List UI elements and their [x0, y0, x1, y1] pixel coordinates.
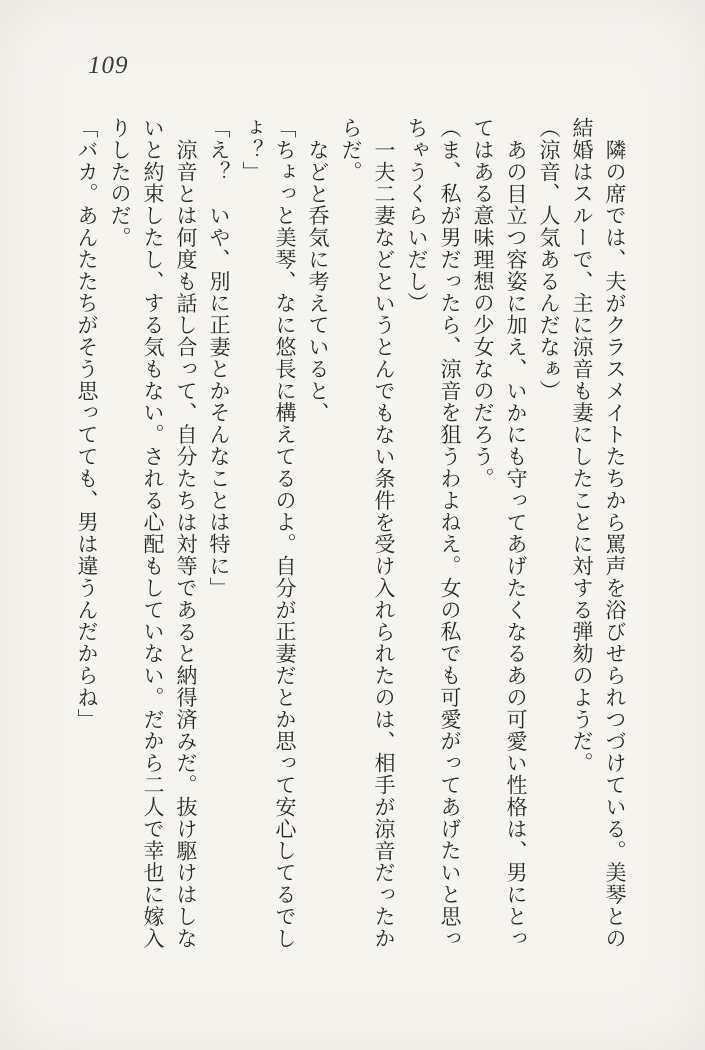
text-line: いと約束したし、する気もない。される心配もしていない。だから二人で幸也に嫁入 [141, 117, 165, 950]
text-line: 一夫二妻などというとんでもない条件を受け入れられたのは、相手が涼音だったか [372, 139, 396, 950]
text-line: あの目立つ容姿に加え、いかにも守ってあげたくなるあの可愛い性格は、男にとっ [504, 139, 528, 950]
text-line: 隣の席では、夫がクラスメイトたちから罵声を浴びせられつづけている。美琴との [603, 139, 627, 950]
text-line: （涼音、人気あるんだなぁ） [537, 117, 561, 402]
vertical-text-block [69, 117, 631, 955]
text-line: ょ？」 [240, 117, 264, 183]
text-line: 「ちょっと美琴、なに悠長に構えてるのよ。自分が正妻だとか思って安心してるでし [273, 117, 297, 950]
text-line: らだ。 [339, 117, 363, 183]
text-line: 涼音とは何度も話し合って、自分たちは対等であると納得済みだ。抜け駆けはしな [174, 139, 198, 950]
text-line: 「バカ。あんたたちがそう思ってても、男は違うんだからね」 [75, 117, 99, 731]
text-line: ちゃうくらいだし） [405, 117, 429, 315]
page-number: 109 [88, 52, 129, 79]
text-line: などと呑気に考えていると、 [306, 139, 330, 424]
text-line: りしたのだ。 [108, 117, 132, 249]
text-line: てはある意味理想の少女なのだろう。 [471, 117, 495, 490]
text-line: （ま、私が男だったら、涼音を狙うわよねえ。女の私でも可愛がってあげたいと思っ [438, 117, 462, 950]
text-line: 「え？ いや、別に正妻とかそんなことは特に」 [207, 117, 231, 599]
text-line: 結婚はスルーで、主に涼音も妻にしたことに対する弾劾のようだ。 [570, 117, 594, 774]
